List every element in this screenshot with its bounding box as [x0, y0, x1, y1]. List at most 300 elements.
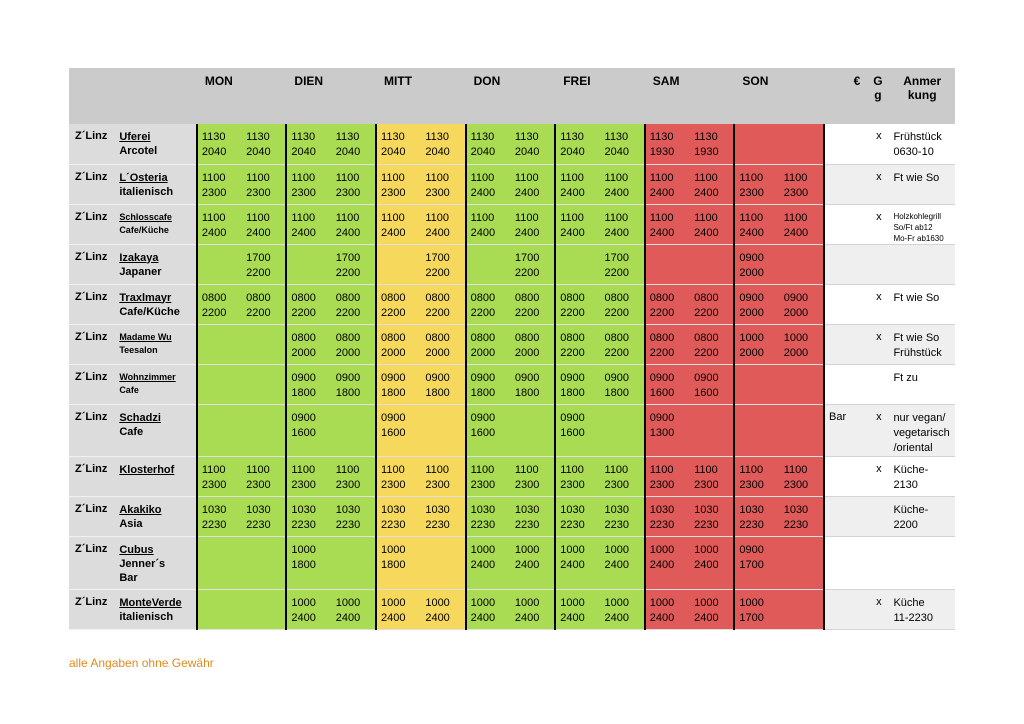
time-cell [376, 536, 421, 589]
time-close: 2000 [783, 306, 809, 319]
time-open: 0800 [604, 291, 629, 304]
time-open: 0900 [381, 411, 406, 424]
time-close: 2230 [201, 518, 227, 531]
time-open: 0800 [381, 331, 406, 344]
time-close: 2400 [649, 186, 675, 199]
time-cell [421, 456, 465, 496]
time-open: 1130 [381, 131, 405, 143]
time-cell [780, 124, 824, 164]
time-cell [242, 244, 286, 284]
time-close: 2230 [335, 518, 361, 531]
time-open: 1100 [694, 211, 718, 224]
time-open: 1130 [291, 131, 316, 143]
opening-hours-table [69, 68, 955, 630]
time-close: 2300 [291, 186, 316, 199]
time-cell [332, 404, 376, 456]
table-row [69, 364, 955, 404]
time-open: 1000 [291, 543, 316, 556]
price-cell [824, 164, 866, 204]
time-close: 2040 [246, 146, 271, 158]
time-cell [421, 244, 465, 284]
restaurant-name-line3: Bar [119, 571, 138, 584]
time-open: 1000 [783, 331, 809, 344]
restaurant-name [117, 324, 197, 364]
time-open: 1100 [381, 211, 405, 224]
restaurant-name-line1: Cubus [119, 543, 154, 556]
time-open: 1100 [335, 463, 360, 476]
time-open: 0800 [560, 291, 585, 304]
time-close: 2400 [425, 226, 450, 239]
time-cell [555, 364, 600, 404]
time-cell [466, 164, 511, 204]
time-close: 2230 [783, 518, 809, 531]
time-cell [601, 589, 645, 629]
time-open: 1100 [425, 171, 449, 184]
time-open: 1100 [291, 463, 316, 476]
time-cell [780, 536, 824, 589]
price-cell [824, 124, 866, 164]
time-close: 2300 [470, 478, 496, 491]
row-city: Z´Linz [69, 284, 117, 324]
time-cell [690, 124, 734, 164]
time-close: 2400 [291, 226, 316, 239]
time-cell [601, 496, 645, 536]
time-cell [376, 124, 421, 164]
restaurant-name-line1: Klosterhof [119, 463, 175, 476]
time-open: 0900 [739, 543, 764, 556]
time-close: 1800 [604, 386, 629, 399]
time-cell [242, 164, 286, 204]
row-city: Z´Linz [69, 324, 117, 364]
time-open: 1000 [514, 596, 540, 609]
time-close: 2400 [649, 558, 675, 571]
price-cell [824, 244, 866, 284]
row-city: Z´Linz [69, 404, 117, 456]
time-close: 2200 [246, 266, 271, 279]
time-close: 2040 [470, 146, 496, 158]
time-close: 2300 [514, 478, 540, 491]
restaurant-name-line1: Wohnzimmer [119, 371, 176, 382]
time-open: 1030 [649, 503, 675, 516]
time-cell [242, 364, 286, 404]
time-open: 0900 [291, 371, 316, 384]
time-cell [511, 244, 555, 284]
note-line: /oriental [893, 441, 933, 454]
time-open: 1000 [694, 596, 719, 609]
time-cell [511, 124, 555, 164]
time-open: 1030 [514, 503, 540, 516]
time-cell [690, 456, 734, 496]
time-cell [332, 204, 376, 244]
time-close: 2200 [201, 306, 227, 319]
time-cell [645, 364, 690, 404]
note-line: Ft wie So [893, 331, 940, 344]
time-open: 0800 [470, 331, 496, 344]
time-close: 2400 [560, 558, 585, 571]
time-open: 0800 [425, 291, 450, 304]
time-close: 2300 [201, 186, 227, 199]
time-open: 0900 [783, 291, 809, 304]
time-cell [734, 456, 779, 496]
time-close: 1600 [381, 426, 406, 439]
time-close: 1600 [470, 426, 496, 439]
time-cell [466, 244, 511, 284]
time-open: 1100 [739, 463, 764, 476]
time-cell [332, 364, 376, 404]
time-open: 1100 [470, 211, 495, 224]
time-open: 1000 [649, 543, 675, 556]
time-cell [466, 324, 511, 364]
time-cell [242, 204, 286, 244]
time-close: 2300 [783, 186, 809, 199]
time-open: 1030 [381, 503, 406, 516]
gg-cell: x [866, 324, 889, 364]
time-open: 1100 [381, 463, 405, 476]
time-open: 1000 [694, 543, 719, 556]
time-open: 1000 [514, 543, 540, 556]
time-close: 2400 [514, 186, 540, 199]
time-cell [645, 496, 690, 536]
note-cell [889, 284, 955, 324]
time-open: 1130 [649, 131, 674, 143]
time-close: 2400 [335, 611, 361, 624]
note-line: Ft wie So [893, 291, 940, 304]
header-euro: € [824, 68, 866, 124]
time-open: 0900 [694, 371, 719, 384]
time-open: 0900 [560, 371, 585, 384]
time-open: 1100 [649, 463, 674, 476]
note-cell [889, 164, 955, 204]
time-cell [286, 589, 331, 629]
time-cell [780, 164, 824, 204]
time-cell [466, 456, 511, 496]
time-cell [242, 284, 286, 324]
time-open: 0900 [425, 371, 450, 384]
time-cell [690, 404, 734, 456]
time-cell [645, 456, 690, 496]
time-open: 0800 [514, 291, 540, 304]
time-open: 1100 [201, 171, 226, 184]
time-cell [466, 284, 511, 324]
time-cell [197, 536, 242, 589]
time-close: 2300 [694, 478, 719, 491]
restaurant-name [117, 204, 197, 244]
time-close: 2300 [604, 478, 629, 491]
time-open: 1030 [739, 503, 764, 516]
time-open: 1030 [604, 503, 629, 516]
gg-cell [866, 536, 889, 589]
note-line: So/Ft ab12 [893, 222, 933, 232]
restaurant-name-line1: Akakiko [119, 503, 162, 516]
time-close: 2000 [381, 346, 406, 359]
time-close: 2300 [425, 478, 450, 491]
time-close: 2200 [560, 306, 585, 319]
time-close: 2200 [335, 306, 361, 319]
time-open: 1000 [470, 596, 496, 609]
time-cell [421, 589, 465, 629]
time-close: 2300 [246, 186, 271, 199]
time-cell [601, 364, 645, 404]
time-cell [421, 364, 465, 404]
time-cell [555, 244, 600, 284]
time-cell [734, 536, 779, 589]
time-close: 2000 [514, 346, 540, 359]
time-cell [780, 589, 824, 629]
time-open: 0900 [381, 371, 406, 384]
time-open: 1100 [604, 463, 629, 476]
time-cell [197, 496, 242, 536]
time-close: 2230 [604, 518, 629, 531]
time-close: 1800 [514, 386, 540, 399]
time-close: 1930 [649, 146, 675, 158]
time-cell [197, 364, 242, 404]
time-cell [690, 324, 734, 364]
note-cell [889, 244, 955, 284]
time-close: 2000 [335, 346, 361, 359]
time-close: 2400 [739, 226, 764, 239]
time-cell [511, 204, 555, 244]
gg-cell [866, 244, 889, 284]
time-close: 1300 [649, 426, 675, 439]
time-cell [511, 456, 555, 496]
time-close: 2400 [201, 226, 227, 239]
time-cell [645, 404, 690, 456]
time-open: 1030 [694, 503, 719, 516]
time-open: 1100 [694, 171, 718, 184]
time-open: 1100 [514, 211, 539, 224]
time-cell [555, 536, 600, 589]
time-cell [555, 164, 600, 204]
header-anmerkung-2: kung [907, 88, 937, 102]
time-cell [466, 589, 511, 629]
restaurant-name [117, 589, 197, 629]
time-cell [197, 456, 242, 496]
time-open: 1100 [425, 211, 449, 224]
time-close: 2040 [381, 146, 406, 158]
restaurant-name-line2: Cafe/Küche [119, 305, 180, 318]
time-cell [376, 589, 421, 629]
time-close: 2000 [739, 306, 764, 319]
time-open: 1100 [514, 463, 539, 476]
note-line: 0630-10 [893, 146, 934, 158]
time-close: 2300 [291, 478, 316, 491]
row-city: Z´Linz [69, 164, 117, 204]
restaurant-name-line2: Cafe/Küche [119, 224, 169, 235]
restaurant-name [117, 456, 197, 496]
time-open: 0900 [514, 371, 540, 384]
time-cell [511, 284, 555, 324]
header-gg-2: g [874, 88, 882, 102]
time-cell [645, 536, 690, 589]
time-close: 2400 [560, 226, 585, 239]
gg-cell: x [866, 284, 889, 324]
time-open: 1000 [335, 596, 361, 609]
time-close: 2200 [514, 266, 540, 279]
header-day-son: SON [734, 68, 824, 124]
disclaimer-footer: alle Angaben ohne Gewähr [69, 656, 214, 670]
time-open: 0900 [470, 371, 496, 384]
time-close: 2400 [560, 186, 585, 199]
price-cell [824, 284, 866, 324]
time-open: 0800 [470, 291, 496, 304]
time-open: 1700 [604, 251, 629, 264]
time-cell [555, 284, 600, 324]
time-open: 1000 [739, 331, 764, 344]
table-row [69, 124, 955, 164]
note-line: Frühstück [893, 131, 942, 143]
note-line: Ft wie So [893, 171, 940, 184]
time-open: 1100 [335, 171, 360, 184]
time-open: 1100 [694, 463, 718, 476]
time-cell [286, 496, 331, 536]
time-close: 2040 [425, 146, 450, 158]
time-close: 2200 [604, 346, 629, 359]
time-close: 1800 [291, 386, 316, 399]
time-cell [242, 404, 286, 456]
time-close: 2230 [514, 518, 540, 531]
time-close: 2200 [291, 306, 316, 319]
time-cell [376, 244, 421, 284]
restaurant-name-line2: Jenner´s [119, 557, 166, 570]
time-close: 2400 [381, 226, 406, 239]
row-city: Z´Linz [69, 496, 117, 536]
note-cell [889, 456, 955, 496]
time-open: 1130 [470, 131, 495, 143]
restaurant-name [117, 536, 197, 589]
time-open: 1100 [783, 463, 808, 476]
time-cell [376, 496, 421, 536]
note-cell [889, 589, 955, 629]
time-close: 2200 [560, 346, 585, 359]
time-cell [286, 324, 331, 364]
table-row [69, 164, 955, 204]
time-cell [645, 164, 690, 204]
time-cell [286, 244, 331, 284]
schedule-body [69, 124, 955, 629]
header-day-mitt: MITT [376, 68, 466, 124]
time-cell [197, 124, 242, 164]
time-close: 2400 [335, 226, 361, 239]
time-close: 2400 [514, 611, 540, 624]
time-cell [197, 284, 242, 324]
time-open: 1030 [470, 503, 496, 516]
table-row [69, 244, 955, 284]
time-open: 0900 [291, 411, 316, 424]
restaurant-name-line1: Schlosscafe [119, 211, 172, 222]
time-open: 1000 [604, 596, 629, 609]
time-cell [780, 364, 824, 404]
table-row [69, 456, 955, 496]
header-day-don: DON [466, 68, 556, 124]
restaurant-name-line2: Asia [119, 517, 143, 530]
time-close: 2230 [381, 518, 406, 531]
row-city: Z´Linz [69, 244, 117, 284]
time-cell [734, 164, 779, 204]
time-close: 2300 [246, 478, 271, 491]
header-blank [69, 68, 197, 124]
time-cell [421, 404, 465, 456]
time-cell [376, 364, 421, 404]
time-open: 0800 [425, 331, 450, 344]
time-open: 1030 [335, 503, 361, 516]
time-open: 1130 [514, 131, 539, 143]
time-cell [466, 404, 511, 456]
time-cell [197, 404, 242, 456]
time-cell [601, 164, 645, 204]
time-open: 1030 [783, 503, 809, 516]
time-cell [780, 204, 824, 244]
time-open: 1000 [649, 596, 675, 609]
time-close: 2300 [739, 186, 764, 199]
time-cell [376, 456, 421, 496]
time-open: 1030 [201, 503, 227, 516]
time-close: 2200 [425, 306, 450, 319]
time-close: 2300 [335, 186, 361, 199]
time-cell [555, 456, 600, 496]
time-cell [601, 204, 645, 244]
note-line: Küche- [893, 463, 929, 476]
time-close: 1800 [560, 386, 585, 399]
time-close: 2200 [694, 306, 719, 319]
time-cell [332, 124, 376, 164]
time-open: 1700 [335, 251, 361, 264]
time-close: 2400 [381, 611, 406, 624]
time-open: 1030 [425, 503, 450, 516]
time-cell [376, 164, 421, 204]
time-open: 1100 [381, 171, 405, 184]
time-cell [555, 496, 600, 536]
time-cell [242, 456, 286, 496]
time-cell [376, 404, 421, 456]
note-cell [889, 496, 955, 536]
header-day-mon: MON [197, 68, 287, 124]
time-cell [376, 324, 421, 364]
table-row [69, 324, 955, 364]
price-cell: Bar [824, 404, 866, 456]
restaurant-name-line1: Traxlmayr [119, 291, 172, 304]
restaurant-name [117, 284, 197, 324]
time-cell [734, 284, 779, 324]
time-cell [332, 244, 376, 284]
time-open: 1000 [470, 543, 496, 556]
time-close: 2230 [560, 518, 585, 531]
time-cell [734, 324, 779, 364]
time-close: 2300 [201, 478, 227, 491]
time-cell [332, 456, 376, 496]
time-close: 2400 [470, 226, 496, 239]
time-open: 0800 [291, 291, 316, 304]
time-open: 0900 [649, 371, 675, 384]
time-cell [332, 536, 376, 589]
time-close: 2300 [649, 478, 675, 491]
time-close: 2400 [694, 186, 719, 199]
time-close: 2200 [425, 266, 450, 279]
restaurant-name-line1: Uferei [119, 131, 151, 143]
note-cell [889, 204, 955, 244]
time-close: 2400 [246, 226, 271, 239]
note-cell [889, 124, 955, 164]
time-open: 0800 [649, 291, 675, 304]
price-cell [824, 496, 866, 536]
time-cell [645, 244, 690, 284]
time-open: 1100 [201, 211, 226, 224]
time-cell [242, 536, 286, 589]
time-open: 1100 [560, 463, 584, 476]
price-cell [824, 536, 866, 589]
time-close: 2200 [604, 306, 629, 319]
time-open: 1030 [246, 503, 271, 516]
time-open: 1000 [291, 596, 316, 609]
